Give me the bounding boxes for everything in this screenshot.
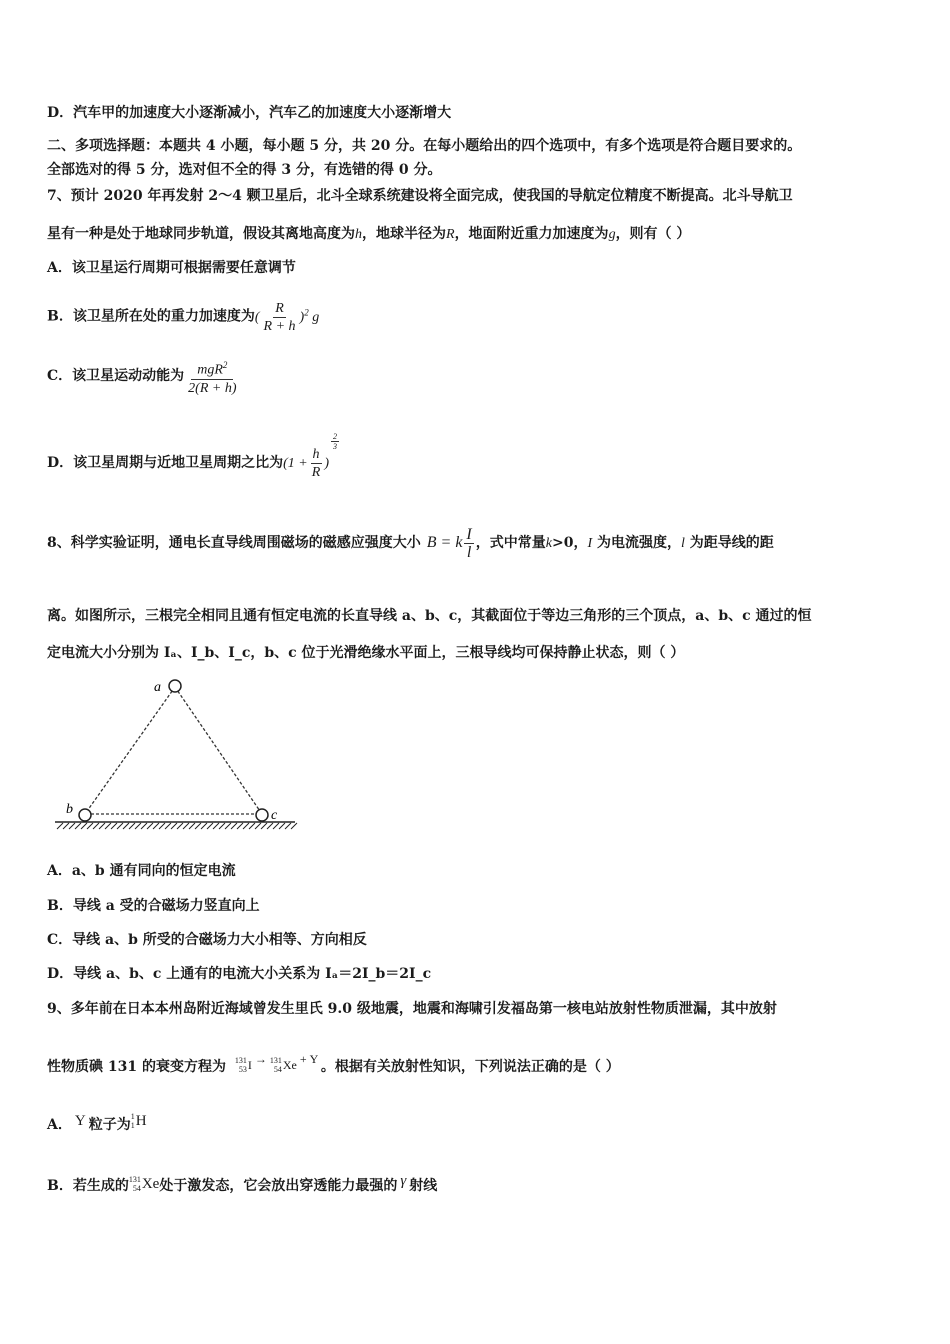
- wire-b: [79, 809, 91, 821]
- hatch-mark: [87, 823, 93, 829]
- q8-option-a: A．a、b 通有同向的恒定电流: [47, 863, 236, 879]
- hatch-mark: [285, 823, 291, 829]
- hatch-mark: [237, 823, 243, 829]
- hatch-mark: [141, 823, 147, 829]
- q7-option-b: B．该卫星所在处的重力加速度为( $\frac{R}{R + h}$ )$^2$ g: [47, 300, 320, 334]
- q8-stem-line2: 离。如图所示，三根完全相同且通有恒定电流的长直导线 a、b、c，其截面位于等边三角形的三个顶点，a、b、c 通过的恒: [47, 608, 812, 624]
- wire-a: [169, 680, 181, 692]
- hatch-mark: [63, 823, 69, 829]
- q9-option-b: B．若生成的 131 54 Xe 处于激发态，它会放出穿透能力最强的 γ 射线: [47, 1173, 438, 1194]
- hatch-mark: [117, 823, 123, 829]
- hatch-mark: [207, 823, 213, 829]
- hatch-mark: [99, 823, 105, 829]
- q8-option-b: B．导线 a 受的合磁场力竖直向上: [47, 898, 260, 914]
- prev-option-d: D．汽车甲的加速度大小逐渐减小，汽车乙的加速度大小逐渐增大: [47, 105, 452, 121]
- label-c: c: [271, 808, 278, 823]
- ground-hatching: [57, 823, 297, 829]
- hatch-mark: [177, 823, 183, 829]
- y-particle-symbol: Y: [74, 1113, 86, 1129]
- hatch-mark: [111, 823, 117, 829]
- q9-stem-line2: 性物质碘 131 的衰变方程为 131 53 I → 131 54 Xe + Y 。根据有关放射性知识，下列说法正确的是（ ）: [47, 1052, 620, 1075]
- q8-option-d: D．导线 a、b、c 上通有的电流大小关系为 Iₐ＝2I_b＝2I_c: [47, 966, 432, 982]
- hatch-mark: [75, 823, 81, 829]
- section-heading: 二、多项选择题：本题共 4 小题，每小题 5 分，共 20 分。在每小题给出的四个选项中，有多个选项是符合题目要求的。: [47, 138, 802, 154]
- hatch-mark: [105, 823, 111, 829]
- hatch-mark: [57, 823, 63, 829]
- three-wire-triangle-figure: [55, 675, 305, 835]
- hatch-mark: [93, 823, 99, 829]
- hatch-mark: [183, 823, 189, 829]
- hatch-mark: [69, 823, 75, 829]
- hatch-mark: [153, 823, 159, 829]
- hatch-mark: [219, 823, 225, 829]
- hatch-mark: [201, 823, 207, 829]
- hatch-mark: [261, 823, 267, 829]
- edge-ab: [85, 687, 175, 814]
- q7-stem-line1: 7、预计 2020 年再发射 2～4 颗卫星后，北斗全球系统建设将全面完成，使我国的导航定位精度不断提高。北斗导航卫: [47, 188, 793, 204]
- hatch-mark: [81, 823, 87, 829]
- hatch-mark: [273, 823, 279, 829]
- hatch-mark: [147, 823, 153, 829]
- hatch-mark: [165, 823, 171, 829]
- hatch-mark: [231, 823, 237, 829]
- q9-option-a: A． Y 粒子为 1 1 H: [47, 1112, 147, 1133]
- hatch-mark: [225, 823, 231, 829]
- q7-option-a: A．该卫星运行周期可根据需要任意调节: [47, 260, 296, 276]
- label-b: b: [66, 802, 73, 817]
- hatch-mark: [255, 823, 261, 829]
- section-scoring: 全部选对的得 5 分，选对但不全的得 3 分，有选错的得 0 分。: [47, 162, 442, 178]
- q8-stem-line3: 定电流大小分别为 Iₐ、I_b、I_c，b、c 位于光滑绝缘水平面上，三根导线均可保持静止状态，则（ ）: [47, 645, 685, 661]
- edge-ac: [175, 687, 262, 814]
- hatch-mark: [279, 823, 285, 829]
- hatch-mark: [213, 823, 219, 829]
- hatch-mark: [189, 823, 195, 829]
- hatch-mark: [129, 823, 135, 829]
- hatch-mark: [195, 823, 201, 829]
- hatch-mark: [249, 823, 255, 829]
- q8-option-c: C．导线 a、b 所受的合磁场力大小相等、方向相反: [47, 932, 367, 948]
- hatch-mark: [291, 823, 297, 829]
- label-a: a: [154, 680, 161, 695]
- q8-stem-line1: 8、科学实验证明，通电长直导线周围磁场的磁感应强度大小 B = k $\frac{I}{l}$ ，式中常量k>0，I 为电流强度，l 为距导线的距: [47, 525, 774, 561]
- wire-c: [256, 809, 268, 821]
- hatch-mark: [159, 823, 165, 829]
- q7-option-c: C．该卫星运动动能为 $\frac{mgR^2}{2(R + h)}$: [47, 355, 910, 398]
- hatch-mark: [171, 823, 177, 829]
- q7-stem-line2: 星有一种是处于地球同步轨道，假设其离地高度为h，地球半径为R，地面附近重力加速度为g，则有（ ）: [47, 226, 691, 242]
- q9-stem-line1: 9、多年前在日本本州岛附近海域曾发生里氏 9.0 级地震，地震和海啸引发福岛第一核电站放射性物质泄漏，其中放射: [47, 1001, 777, 1017]
- hatch-mark: [243, 823, 249, 829]
- q7-option-d: D．该卫星周期与近地卫星周期之比为(1 + $\frac{h}{R}$ ) $\frac{2}{3}$: [47, 432, 337, 481]
- hatch-mark: [123, 823, 129, 829]
- hatch-mark: [267, 823, 273, 829]
- hatch-mark: [135, 823, 141, 829]
